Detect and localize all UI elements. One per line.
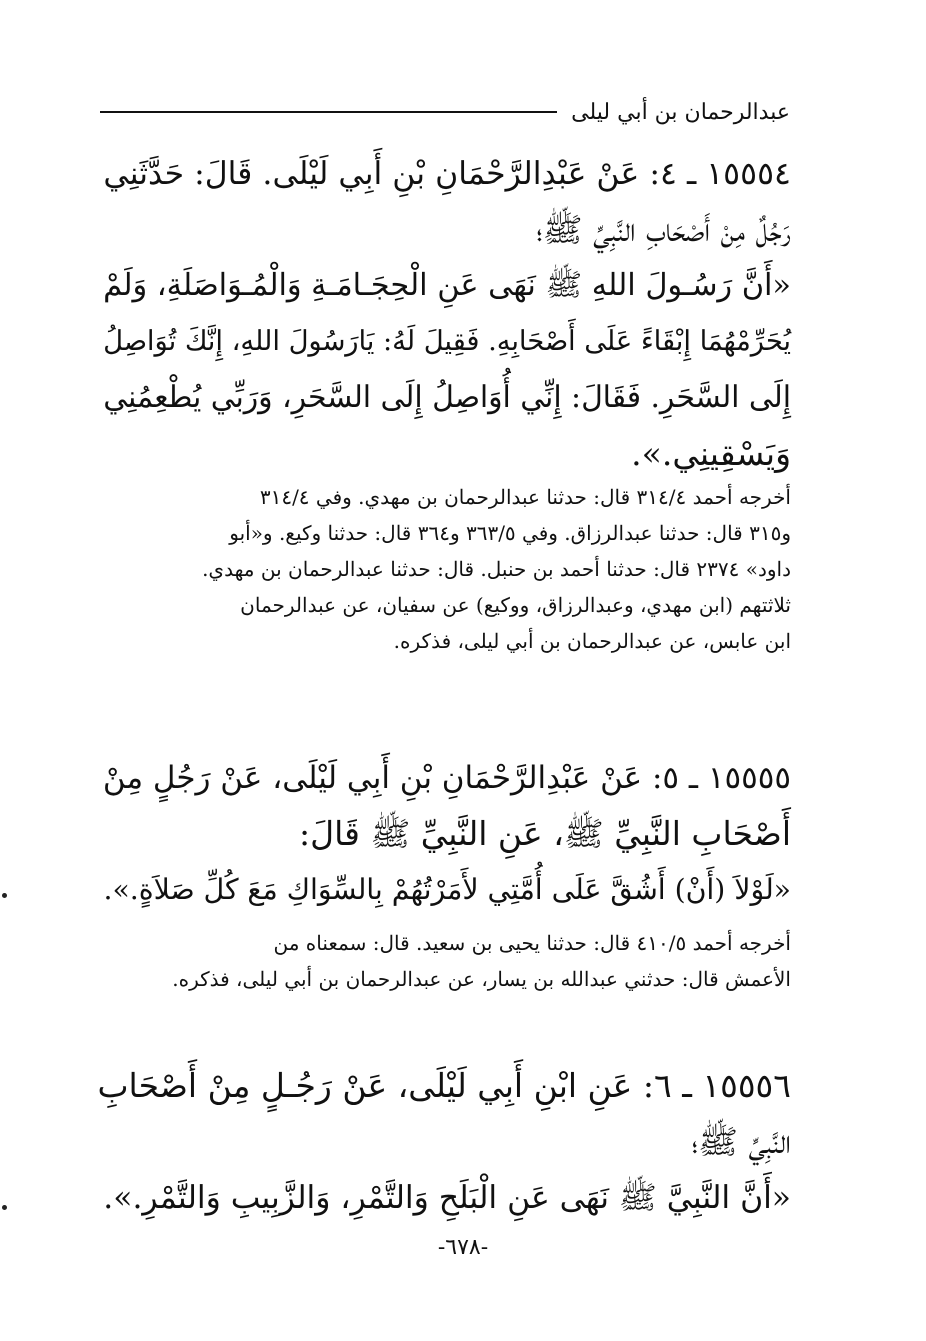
- hadith-line: النَّبِيِّ ﷺ؛: [691, 1122, 791, 1161]
- hadith-line: ١٥٥٥٥ ـ ٥: عَنْ عَبْدِالرَّحْمَانِ بْنِ أَبِي لَيْلَى، عَنْ رَجُلٍ مِنْ: [102, 760, 791, 796]
- hadith-line: «أَنَّ رَسُـولَ اللهِ ﷺ نَهَى عَنِ الْحِجَـامَـةِ وَالْمُـوَاصَلَةِ، وَلَمْ: [103, 268, 791, 303]
- hadith-15554: [96, 146, 791, 482]
- page-number: -٦٧٨-: [437, 1235, 489, 1260]
- scan-speck: [2, 893, 7, 898]
- hadith-line: «أَنَّ النَّبِيَّ ﷺ نَهَى عَنِ الْبَلَحِ وَالتَّمْرِ، وَالزَّبِيبِ وَالتَّمْرِ.».: [103, 1180, 791, 1216]
- hadith-line: إِلَى السَّحَرِ. فَقَالَ: إِنِّي أُوَاصِلُ إِلَى السَّحَرِ، وَرَبِّي يُطْعِمُنِي: [103, 380, 791, 415]
- hadith-15556: [96, 1058, 791, 1226]
- hadith-line: رَجُلٌ مِنْ أَصْحَابِ النَّبِيِّ ﷺ؛: [536, 210, 791, 249]
- source-line: و٣١٥ قال: حدثنا عبدالرزاق. وفي ٣٦٣/٥ و٣٦٤ قال: حدثنا وكيع. و«أبو: [229, 521, 791, 545]
- hadith-line: يُحَرِّمْهُمَا إِبْقَاءً عَلَى أَصْحَابِهِ. فَقِيلَ لَهُ: يَارَسُولَ اللهِ، إِنَّكَ تُوَاصِلُ: [103, 326, 791, 357]
- source-line: أخرجه أحمد ٤١٠/٥ قال: حدثنا يحيى بن سعيد. قال: سمعناه من: [273, 931, 791, 955]
- source-line: أخرجه أحمد ٣١٤/٤ قال: حدثنا عبدالرحمان بن مهدي. وفي ٣١٤/٤: [259, 485, 791, 509]
- header-rule: [100, 111, 557, 113]
- hadith-line: ١٥٥٥٦ ـ ٦: عَنِ ابْنِ أَبِي لَيْلَى، عَنْ رَجُـلٍ مِنْ أَصْحَابِ: [97, 1066, 791, 1105]
- source-15555: [96, 925, 791, 997]
- scan-speck: [2, 1205, 7, 1210]
- hadith-line: ١٥٥٥٤ ـ ٤: عَنْ عَبْدِالرَّحْمَانِ بْنِ أَبِي لَيْلَى. قَالَ: حَدَّثَنِي: [103, 156, 791, 192]
- hadith-line: أَصْحَابِ النَّبِيِّ ﷺ، عَنِ النَّبِيِّ ﷺ قَالَ:: [299, 814, 791, 853]
- source-line: داود» ٢٣٧٤ قال: حدثنا أحمد بن حنبل. قال: حدثنا عبدالرحمان بن مهدي.: [202, 557, 791, 581]
- hadith-15555: [96, 750, 791, 918]
- running-header: [100, 92, 790, 132]
- running-header-title: عبدالرحمان بن أبي ليلى: [571, 99, 790, 125]
- source-15554: [96, 479, 791, 659]
- source-line: الأعمش قال: حدثني عبدالله بن يسار، عن عبدالرحمان بن أبي ليلى، فذكره.: [172, 967, 791, 991]
- source-line: ابن عابس، عن عبدالرحمان بن أبي ليلى، فذكره.: [393, 629, 791, 653]
- hadith-line: «لَوْلاَ (أَنْ) أَشُقَّ عَلَى أُمَّتِي لأَمَرْتُهُمْ بِالسِّوَاكِ مَعَ كُلِّ صَلاَةٍ.».: [103, 873, 791, 906]
- hadith-line: وَيَسْقِينِي.».: [631, 434, 791, 473]
- source-line: ثلاثتهم (ابن مهدي، وعبدالرزاق، ووكيع) عن سفيان، عن عبدالرحمان: [240, 593, 791, 617]
